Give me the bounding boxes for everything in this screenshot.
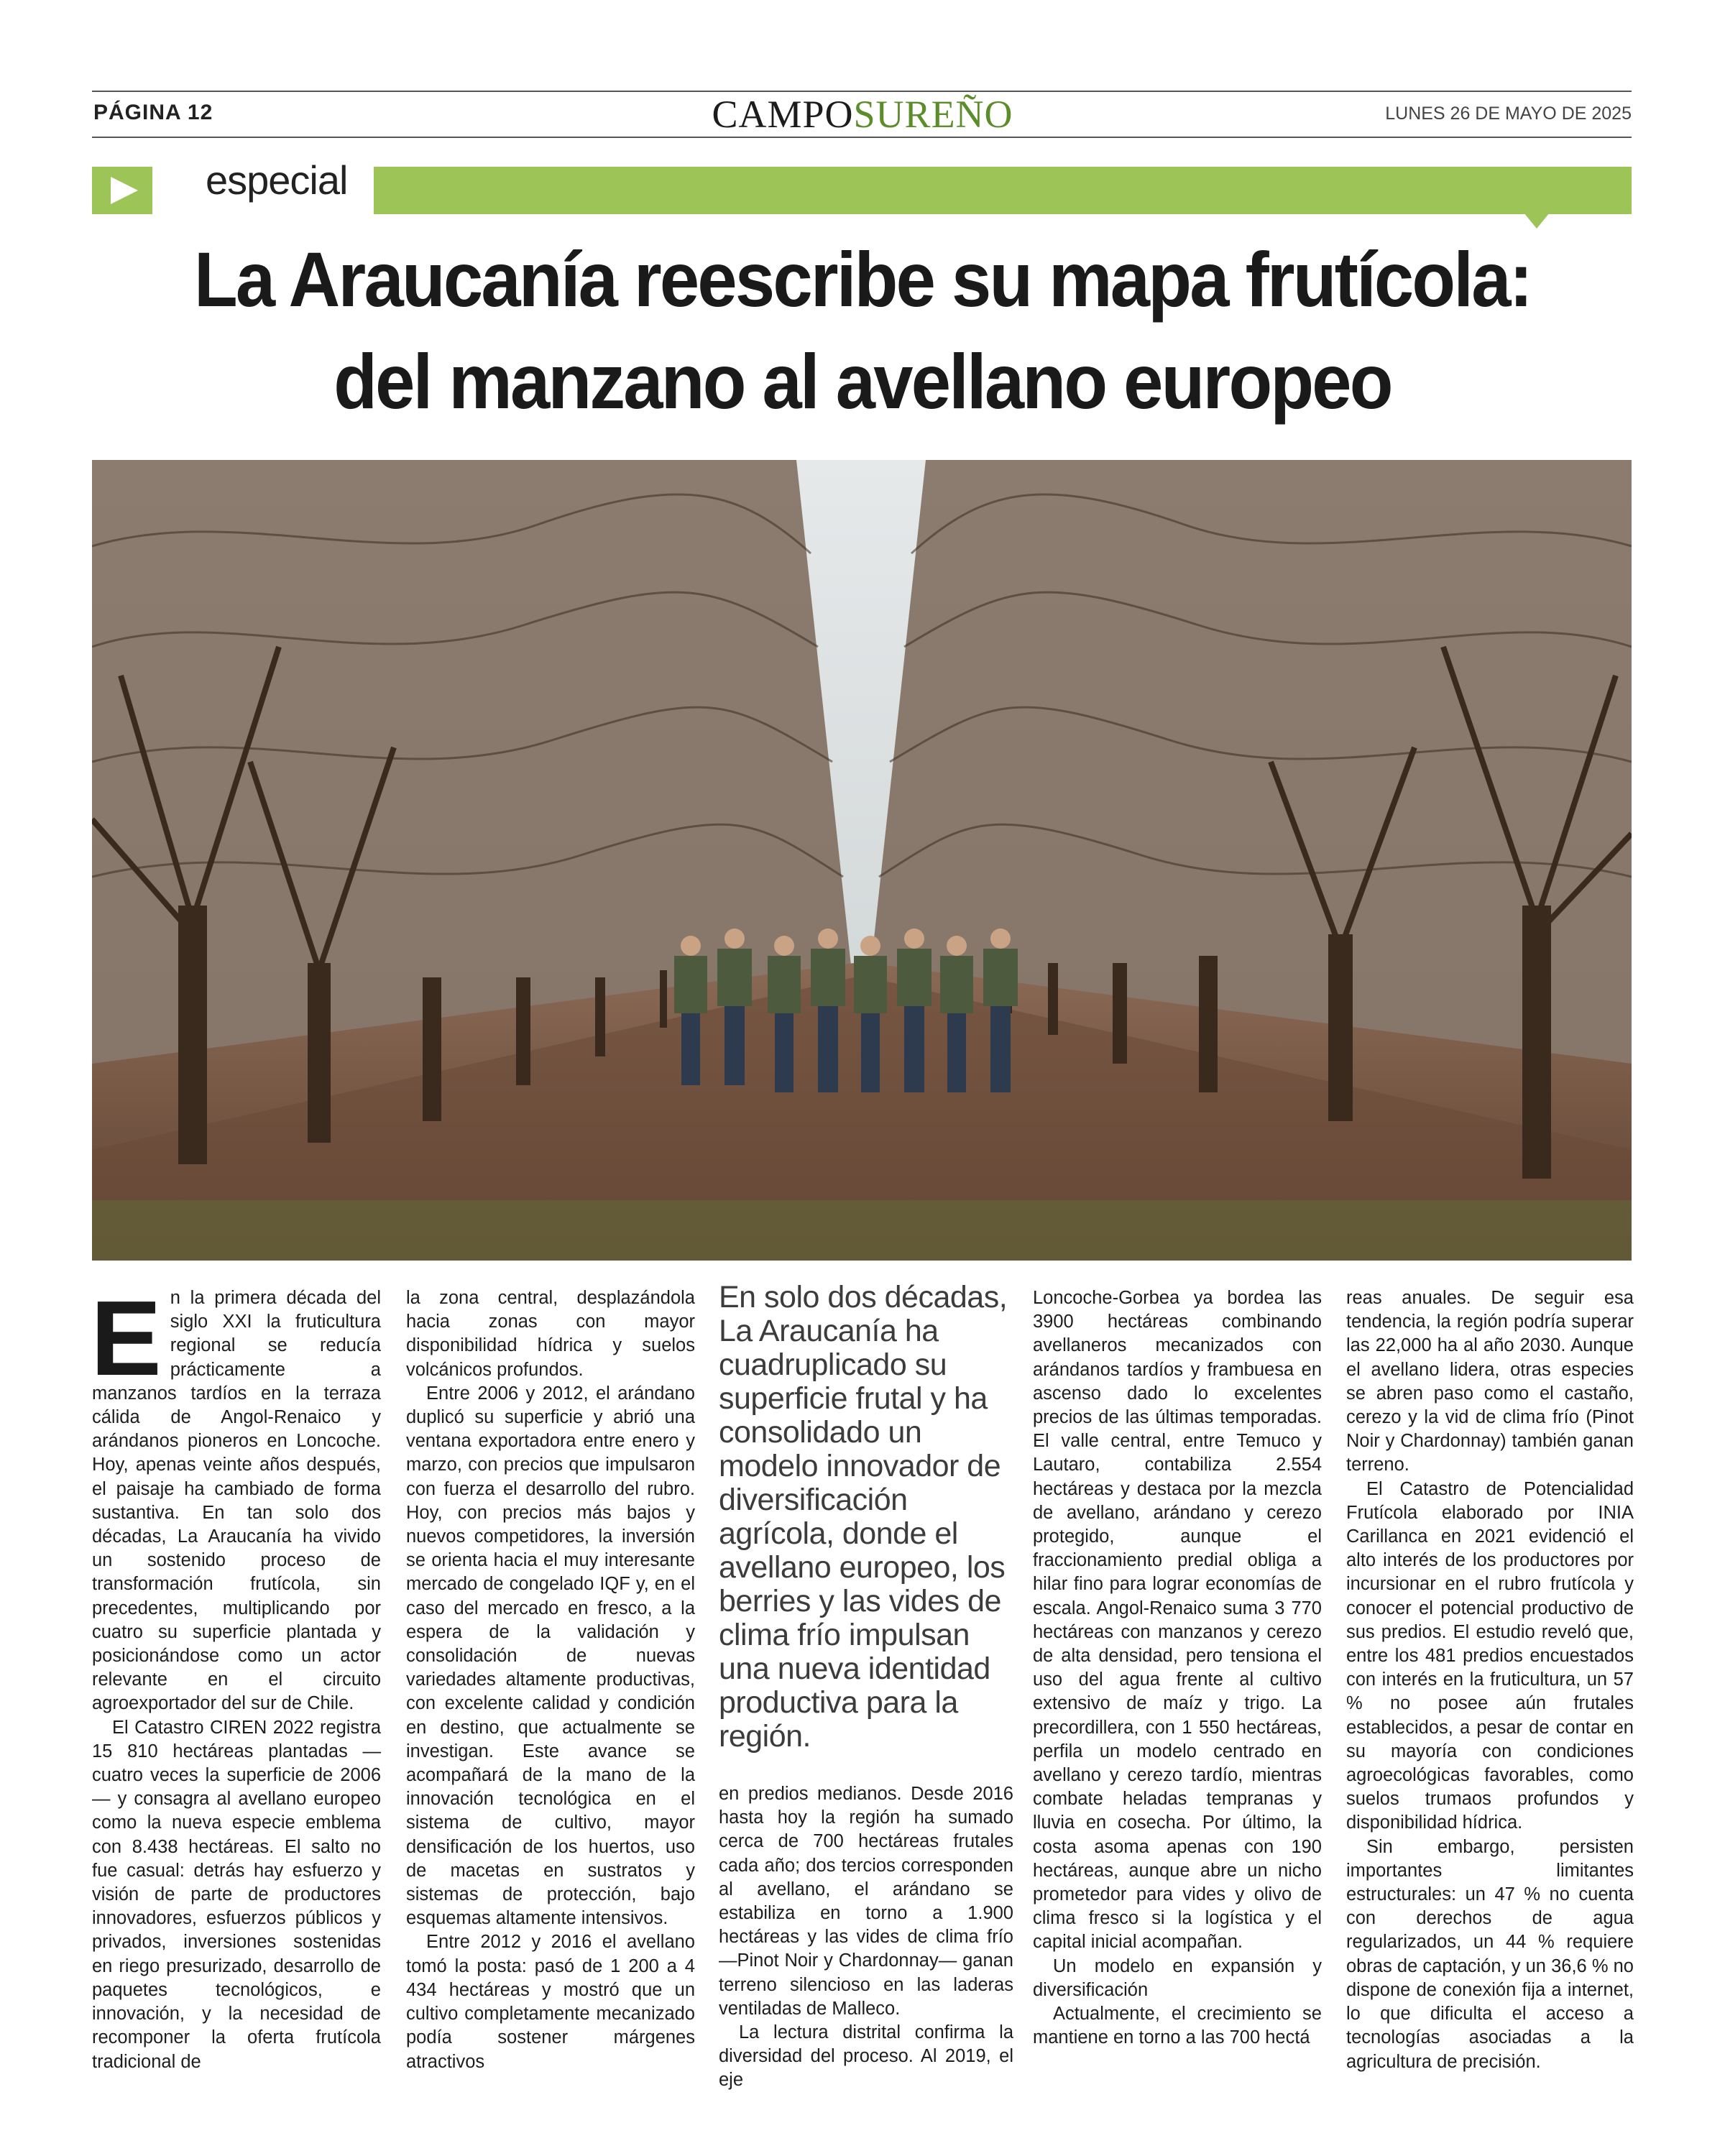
paragraph-arandano: Entre 2006 y 2012, el arándano duplicó su superficie y abrió una ventana exportadora entre enero y marzo, con precios que impulsaron con fuerza el desarrollo del rubro. Hoy, con precios más bajos y nuevos competidores, la inversión se orienta hacia el muy interesante mercado de congelado IQF y, en el caso del mercado en fresco, a la espera de la validación y consolidación de nuevas variedades altamente productivas, con excelente calidad y condición en destino, que actualmente se investigan. Este avance se acompañará de la mano de la innovación tecnológica en el sistema de cultivo, mayor densificación de los huertos, uso de macetas en sustratos y sistemas de protección, bajo esquemas altamente intensivos. (406, 1383, 695, 1929)
header-bottom-rule (92, 137, 1632, 138)
article-column-3 (719, 1782, 1013, 2093)
section-name: especial (206, 157, 348, 203)
pull-quote: En solo dos décadas, La Araucanía ha cuadruplicado su superficie frutal y ha consolidado un modelo innovador de diversificación agrícola, donde el avellano europeo, los berries y las vides de clima frío impulsan una nueva identidad productiva para la región. (719, 1280, 1008, 1754)
paragraph-continuation: la zona central, desplazándola hacia zonas con mayor disponibilidad hídrica y suelos volcánicos profundos. (406, 1288, 695, 1380)
headline-line-1: La Araucanía reescribe su mapa frutícola: (193, 236, 1532, 323)
paragraph-avellano-cont: en predios medianos. Desde 2016 hasta hoy la región ha sumado cerca de 700 hectáreas frutales cada año; dos tercios corresponden al avellano, el arándano se estabiliza en torno a 1.900 hectáreas y las vides de clima frío —Pinot Noir y Chardonnay— ganan terreno silencioso en las laderas ventiladas de Malleco. (719, 1784, 1013, 2019)
paragraph-inia: El Catastro de Potencialidad Frutícola elaborado por INIA Carillanca en 2021 evidenció el alto interés de los productores por incursionar en el rubro frutícola y conocer el potencial productivo de sus predios. El estudio reveló que, entre los 481 predios encuestados con interés en la fruticultura, un 57 % no posee aún frutales establecidos, a pesar de contar en su mayoría con condiciones agroecológicas favorables, como suelos trumaos profundos y disponibilidad hídrica. (1346, 1478, 1634, 1833)
subhead-expansion: Un modelo en expansión y diversificación (1033, 1955, 1322, 2000)
headline-line-2: del manzano al avellano europeo (334, 338, 1392, 425)
headline (148, 229, 1576, 433)
paragraph-avellano: Entre 2012 y 2016 el avellano tomó la posta: pasó de 1 200 a 4 434 hectáreas y mostró que un cultivo completamente mecanizado podía sostener márgenes atractivos (406, 1932, 695, 2072)
paragraph-intro (91, 1279, 381, 1716)
issue-date: LUNES 26 DE MAYO DE 2025 (1385, 103, 1632, 124)
page-number: PÁGINA 12 (93, 101, 213, 124)
paragraph-distrital-cont: Loncoche-Gorbea ya bordea las 3900 hectáreas combinando avellaneros mecanizados con arándanos tardíos y frambuesa en ascenso dado lo excelentes precios de las últimas temporadas. El valle central, entre Temuco y Lautaro, contabiliza 2.554 hectáreas y destaca por la mezcla de avellano, arándano y cerezo protegido, aunque el fraccionamiento predial obliga a hilar fino para lograr economías de escala. Angol-Renaico suma 3 770 hectáreas con manzanos y cerezo de alta densidad, pero tensiona el uso del agua frente al cultivo extensivo de maíz y trigo. La precordillera, con 1 550 hectáreas, perfila un modelo centrado en avellano y cerezo tardío, mientras combate heladas tempranas y lluvia en cosecha. Por último, la costa asoma apenas con 190 hectáreas, aunque abre un nicho prometedor para vides y olivo de clima fresco si la logística y el capital inicial acompañan. (1033, 1288, 1322, 1953)
article-column-1 (91, 1279, 381, 2074)
section-banner-bar (374, 167, 1632, 214)
article-column-2 (406, 1286, 695, 2074)
paragraph-catastro: El Catastro CIREN 2022 registra 15 810 hectáreas plantadas —cuatro veces la superficie de 2006— y consagra al avellano europeo como la nueva especie emblema con 8.438 hectáreas. El salto no fue casual: detrás hay esfuerzo y visión de parte de productores innovadores, esfuerzos públicos y privados, inversiones sostenidas en riego presurizado, desarrollo de paquetes tecnológicos, e innovación, y la necesidad de recomponer la oferta frutícola tradicional de (92, 1717, 381, 2072)
paragraph-limitantes: Sin embargo, persisten importantes limitantes estructurales: un 47 % no cuenta con derechos de agua regularizados, un 44 % requiere obras de captación, y un 36,6 % no dispone de conexión fija a internet, lo que dificulta el acceso a tecnologías asociadas a la agricultura de precisión. (1346, 1836, 1634, 2072)
hazelnut-orchard-photo (92, 460, 1632, 1261)
section-banner-pointer (1524, 213, 1550, 229)
paragraph-distrital: La lectura distrital confirma la diversidad del proceso. Al 2019, el eje (719, 2022, 1013, 2091)
play-triangle-icon (92, 167, 152, 214)
drop-cap: E (91, 1279, 162, 1398)
article-column-5 (1346, 1286, 1634, 2074)
paragraph-crecimiento-cont: reas anuales. De seguir esa tendencia, la región podría superar las 22,000 ha al año 2030. Aunque el avellano lidera, otras especies se abren paso como el castaño, cerezo y la vid de clima frío (Pinot Noir y Chardonnay) también ganan terreno. (1346, 1288, 1634, 1475)
paragraph-crecimiento: Actualmente, el crecimiento se mantiene en torno a las 700 hectá (1033, 2004, 1322, 2048)
paragraph-intro-text: n la primera década del siglo XXI la fruticultura regional se reducía prácticamente a manzanos tardíos en la terraza cálida de Angol-Renaico y arándanos pioneros en Loncoche. Hoy, apenas veinte años después, el paisaje ha cambiado de forma sustantiva. En tan solo dos décadas, La Araucanía ha vivido un sostenido proceso de transformación frutícola, sin precedentes, multiplicando por cuatro su superficie plantada y posicionándose como un actor relevante en el circuito agroexportador del sur de Chile. (92, 1288, 381, 1714)
logo-word-sureno: SUREÑO (853, 93, 1013, 136)
logo-word-campo: CAMPO (712, 93, 854, 136)
article-column-4 (1033, 1286, 1322, 2050)
